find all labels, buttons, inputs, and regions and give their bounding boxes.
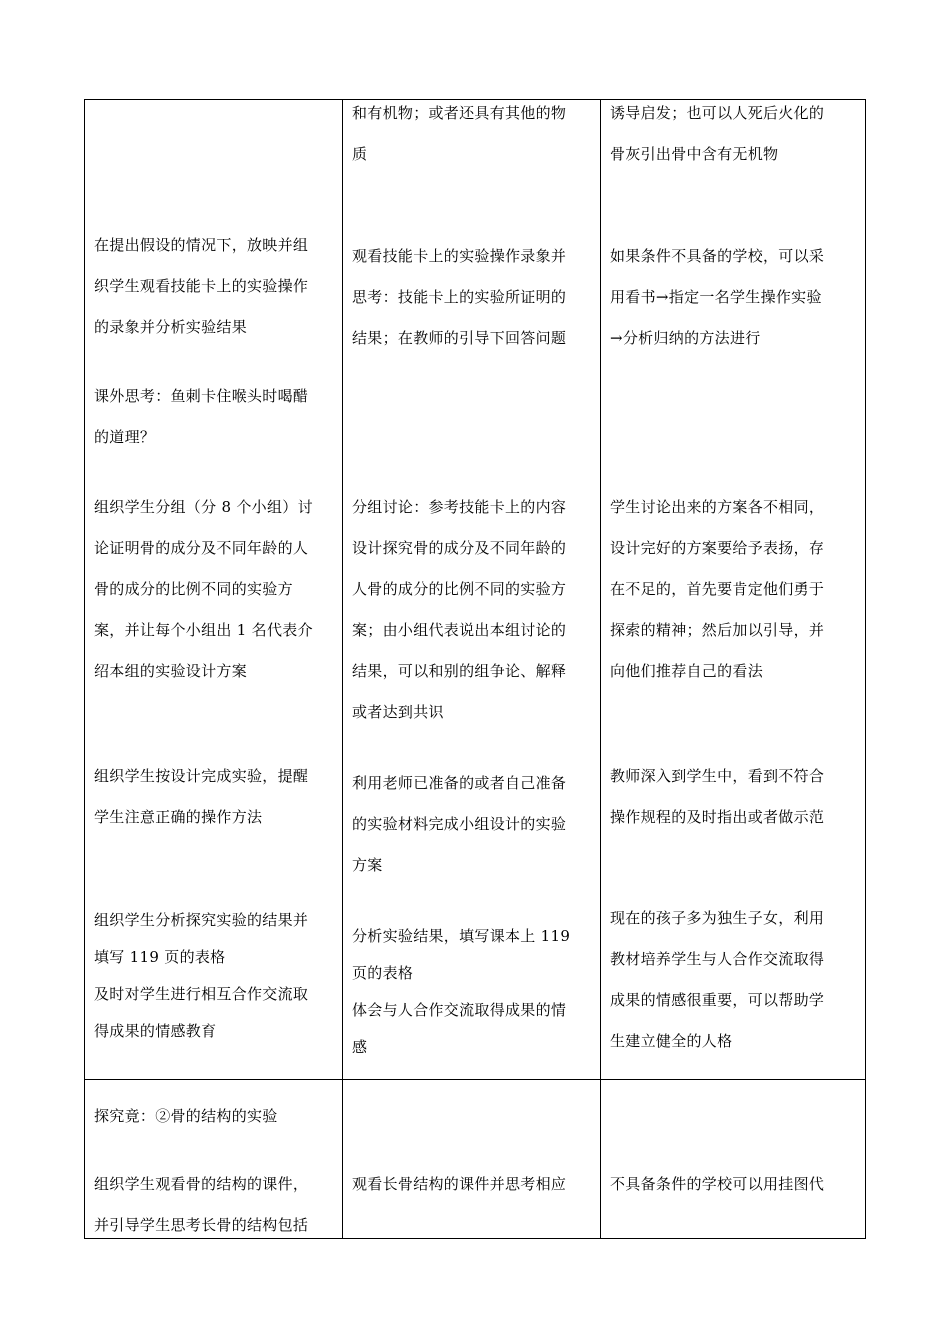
text-line: 观看技能卡上的实验操作录象并: [352, 247, 567, 265]
text-line: 教师深入到学生中，看到不符合: [610, 767, 825, 785]
column-divider-1: [342, 100, 343, 1238]
student-activity-analysis: [352, 918, 570, 1066]
text-line: 的道理？: [94, 428, 156, 446]
text-line: 在提出假设的情况下，放映并组: [94, 236, 309, 254]
text-line: 组织学生按设计完成实验，提醒: [94, 767, 309, 785]
section-heading: [94, 1096, 278, 1137]
student-activity-hypothesis: [352, 93, 566, 175]
text-line: 骨灰引出骨中含有无机物: [610, 145, 779, 163]
teacher-activity-homework: [94, 376, 308, 458]
text-line: 操作规程的及时指出或者做示范: [610, 808, 825, 826]
teacher-activity-structure: [94, 1164, 308, 1246]
text-line: 生建立健全的人格: [610, 1032, 733, 1050]
column-divider-2: [600, 100, 601, 1238]
text-line: 向他们推荐自己的看法: [610, 662, 764, 680]
text-line: 的实验材料完成小组设计的实验: [352, 815, 567, 833]
text-line: 织学生观看技能卡上的实验操作: [94, 277, 309, 295]
note-experiment: [610, 756, 824, 838]
text-line: 成果的情感很重要，可以帮助学: [610, 991, 825, 1009]
text-line: 现在的孩子多为独生子女，利用: [610, 909, 825, 927]
text-line: 设计完好的方案要给予表扬，存: [610, 539, 825, 557]
text-line: 结果，可以和别的组争论、解释: [352, 662, 567, 680]
text-line: 填写 119 页的表格: [94, 948, 226, 966]
text-line: 或者达到共识: [352, 703, 444, 721]
teacher-activity-video: [94, 225, 308, 348]
student-activity-group: [352, 487, 566, 733]
note-video: [610, 236, 824, 359]
teacher-activity-experiment: [94, 756, 308, 838]
text-line: 得成果的情感教育: [94, 1022, 217, 1040]
teacher-activity-analysis: [94, 902, 308, 1050]
note-analysis: [610, 898, 824, 1062]
student-activity-video: [352, 236, 566, 359]
text-line: 及时对学生进行相互合作交流取: [94, 985, 309, 1003]
text-line: 设计探究骨的成分及不同年龄的: [352, 539, 567, 557]
text-line: 观看长骨结构的课件并思考相应: [352, 1175, 567, 1193]
text-line: 课外思考：鱼刺卡住喉头时喝醋: [94, 387, 309, 405]
text-line: 组织学生分析探究实验的结果并: [94, 911, 309, 929]
text-line: 骨的成分的比例不同的实验方: [94, 580, 293, 598]
text-line: 诱导启发；也可以人死后火化的: [610, 104, 825, 122]
text-line: 分组讨论：参考技能卡上的内容: [352, 498, 567, 516]
teacher-activity-group: [94, 487, 313, 692]
text-line: 质: [352, 145, 368, 163]
text-line: 案；由小组代表说出本组讨论的: [352, 621, 567, 639]
text-line: 教材培养学生与人合作交流取得: [610, 950, 825, 968]
text-line: 论证明骨的成分及不同年龄的人: [94, 539, 309, 557]
text-line: →分析归纳的方法进行: [610, 329, 761, 347]
text-line: 如果条件不具备的学校，可以采: [610, 247, 825, 265]
text-line: 学生注意正确的操作方法: [94, 808, 263, 826]
note-group: [610, 487, 824, 692]
text-line: 并引导学生思考长骨的结构包括: [94, 1216, 309, 1234]
text-line: 页的表格: [352, 964, 414, 982]
text-line: 组织学生观看骨的结构的课件，: [94, 1175, 309, 1193]
text-line: 利用老师已准备的或者自己准备: [352, 774, 567, 792]
text-line: 组织学生分组（分 8 个小组）讨: [94, 498, 313, 516]
text-line: 分析实验结果，填写课本上 119: [352, 927, 571, 945]
text-line: 学生讨论出来的方案各不相同，: [610, 498, 825, 516]
text-line: 绍本组的实验设计方案: [94, 662, 248, 680]
row-divider: [85, 1079, 865, 1080]
text-line: 案，并让每个小组出 1 名代表介: [94, 621, 313, 639]
text-line: 和有机物；或者还具有其他的物: [352, 104, 567, 122]
text-line: 体会与人合作交流取得成果的情: [352, 1001, 567, 1019]
lesson-plan-table: [84, 99, 866, 1239]
text-line: 的录象并分析实验结果: [94, 318, 248, 336]
text-line: 感: [352, 1038, 368, 1056]
text-line: 人骨的成分的比例不同的实验方: [352, 580, 567, 598]
text-line: 结果；在教师的引导下回答问题: [352, 329, 567, 347]
note-structure: [610, 1164, 824, 1205]
text-line: 探索的精神；然后加以引导，并: [610, 621, 825, 639]
student-activity-structure: [352, 1164, 566, 1205]
text-line: 不具备条件的学校可以用挂图代: [610, 1175, 825, 1193]
text-line: 用看书→指定一名学生操作实验: [610, 288, 822, 306]
text-line: 思考：技能卡上的实验所证明的: [352, 288, 567, 306]
text-line: 方案: [352, 856, 383, 874]
note-hypothesis: [610, 93, 824, 175]
text-line: 在不足的，首先要肯定他们勇于: [610, 580, 825, 598]
student-activity-experiment: [352, 763, 566, 886]
text-line: 探究竟：②骨的结构的实验: [94, 1107, 278, 1125]
